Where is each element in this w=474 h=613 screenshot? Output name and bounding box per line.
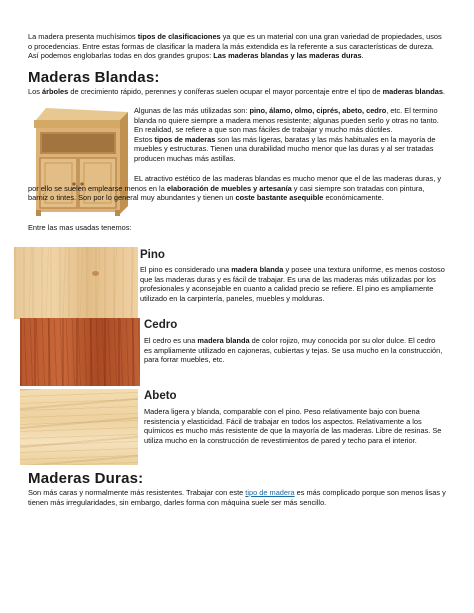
blandas-text: EL atractivo estético de las maderas blandas es mucho menor que el de las maderas duras, y por ello se suelen emplearse menos en la (28, 174, 442, 193)
duras-text: Son más caras y normalmente más resistentes. Trabajar con este (28, 488, 246, 497)
intro-text-1: La madera presenta muchísimos (28, 32, 138, 41)
duras-text: es más complicado porque son menos lisas y tienen más irregularidades, sin embargo, darles forma con máquina suele ser más sencillo. (28, 488, 446, 507)
blandas-text: . (442, 87, 446, 96)
heading-pino: Pino (140, 249, 165, 261)
duras-paragraph (28, 488, 446, 507)
heading-maderas-blandas: Maderas Blandas: (28, 69, 160, 86)
intro-bold-1: tipos de clasificaciones (137, 32, 221, 41)
abeto-paragraph: Madera ligera y blanda, comparable con el pino. Peso relativamente bajo con buena resistencia y elasticidad. Fácil de trabajar en todos los aspectos. Relativamente a los químicos es mucho más resistente de que la mayoría de las maderas. Libre de resinas. Se utiliza mucho en la construcción de revestimientos de pared y techo para el interior. (144, 407, 442, 445)
blandas-text: , etc. El termino blanda no quiere siempre a madera menos resistente; algunas pueden serlo y otras no tanto. En realidad, se refiere a que son mas fáciles de trabajar y mucho más dúctiles. (134, 106, 439, 135)
blandas-text: económicamente. (323, 193, 384, 203)
pino-paragraph (140, 265, 445, 303)
cedar-wood-image (20, 318, 140, 386)
cedro-text: de color rojizo, muy conocida por su olor dulce. El cedro es ampliamente utilizado en cajoneras, cubiertas y tejas. Se usa mucho en la construcción, para forrar muebles, etc. (144, 336, 443, 365)
blandas-bold: maderas blandas (382, 87, 443, 96)
tipo-de-madera-link[interactable]: tipo de madera (245, 488, 295, 497)
blandas-text: de crecimiento rápido, perennes y coníferas suelen ocupar el mayor porcentaje entre el tipo de (68, 87, 383, 96)
blandas-text: y casi siempre son tratadas con pintura, barniz o tintes. Son por lo general muy abundantes y tienen un (28, 183, 425, 203)
intro-bold-2: Las maderas blandas y las maderas duras (213, 51, 362, 61)
cedro-paragraph (144, 336, 444, 365)
blandas-bold: árboles (41, 87, 69, 96)
cedro-text: El cedro es una (144, 336, 198, 345)
blandas-text: Los (28, 87, 42, 96)
heading-cedro: Cedro (144, 319, 178, 331)
heading-maderas-duras: Maderas Duras: (28, 470, 144, 487)
pino-bold: madera blanda (231, 265, 284, 274)
blandas-text: son las más ligeras, baratas y las más habituales en la mayoría de muebles y estructuras. Tienen una durabilidad mucho menor que las duras y al ser tratadas producen muchas más astillas. (134, 134, 436, 163)
pino-text: El pino es considerado una (140, 265, 232, 274)
cedro-bold: madera blanda (197, 336, 250, 345)
blandas-paragraph-2 (134, 106, 446, 135)
heading-abeto: Abeto (144, 390, 177, 402)
intro-paragraph (28, 32, 446, 61)
blandas-paragraph-5: Entre las mas usadas tenemos: (28, 223, 132, 232)
blandas-intro (28, 87, 446, 97)
blandas-text: Algunas de las más utilizadas son: (134, 106, 250, 115)
fir-wood-image (20, 389, 138, 465)
blandas-bold: tipos de maderas (154, 134, 216, 144)
blandas-paragraph-3 (134, 135, 446, 164)
blandas-text: Estos (134, 134, 155, 144)
pino-text: y posee una textura uniforme, es menos costoso que las maderas duras y es fácil de trabajar. Es una de las maderas más utilizadas por los profesionales y aconsejable en cuanto a calidad precio se refiere. El pino es ampliamente utilizado en la carpintería, paneles, muebles y molduras. (140, 265, 445, 303)
intro-text-2: ya que es un material con una gran variedad de propiedades, usos o procedencias. Entre estas formas de clasificar la madera la más extendida es la referente a sus características de dureza. Así podemos englobarlas todas en dos grandes grupos: (28, 32, 442, 61)
pine-wood-image (14, 247, 138, 319)
wood-knot (92, 271, 99, 276)
blandas-bold: pino, álamo, olmo, ciprés, abeto, cedro (249, 106, 387, 115)
blandas-paragraph-4 (28, 174, 446, 203)
blandas-body (134, 106, 446, 164)
intro-text-3: . (361, 51, 364, 61)
blandas-bold: elaboración de muebles y artesanía (166, 183, 292, 193)
blandas-bold: coste bastante asequible (235, 193, 324, 203)
